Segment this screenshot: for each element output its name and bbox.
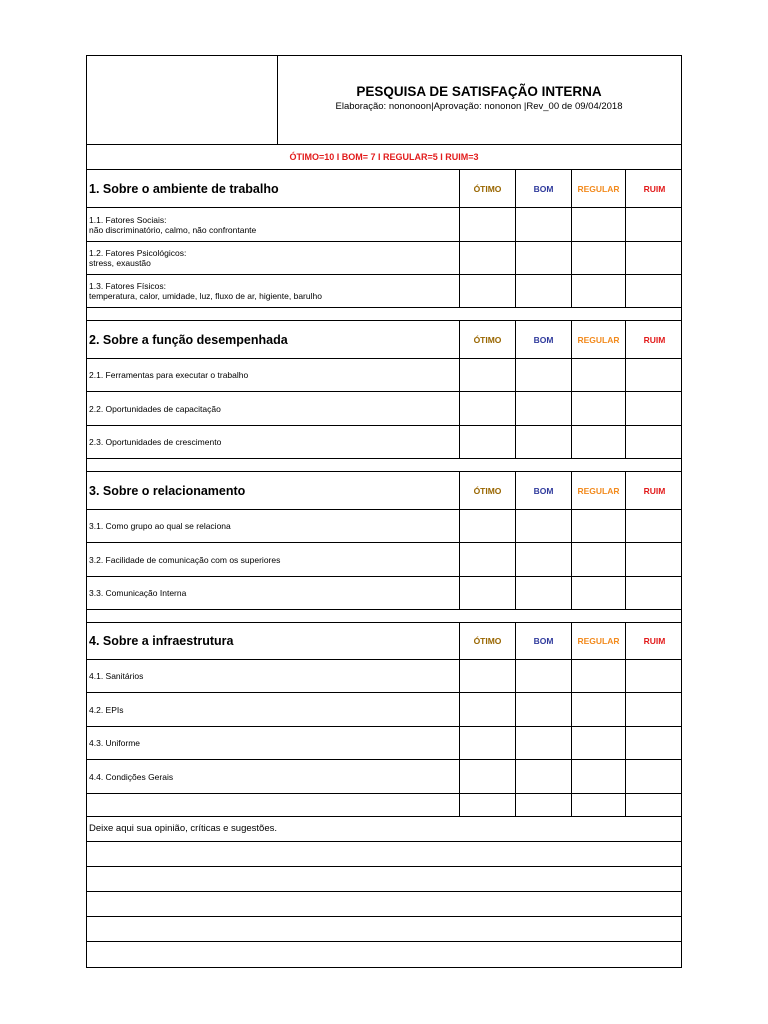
answer-regular[interactable] <box>572 275 626 307</box>
section-title: 4. Sobre a infraestrutura <box>89 634 234 648</box>
answer-regular[interactable] <box>572 727 626 759</box>
comment-line[interactable] <box>87 917 681 942</box>
comments-label-row <box>87 817 681 842</box>
answer-regular[interactable] <box>572 577 626 609</box>
question-label: 4.2. EPIs <box>89 704 124 715</box>
scale-row <box>87 145 681 170</box>
comment-line[interactable] <box>87 942 681 968</box>
answer-ruim[interactable] <box>626 426 683 458</box>
question-row <box>87 208 681 242</box>
answer-bom[interactable] <box>516 577 572 609</box>
section-title: 3. Sobre o relacionamento <box>89 483 246 498</box>
answer-ruim[interactable] <box>626 727 683 759</box>
section-title: 1. Sobre o ambiente de trabalho <box>89 181 279 196</box>
question-label: 1.2. Fatores Psicológicos: <box>89 248 187 258</box>
answer-regular[interactable] <box>572 208 626 241</box>
answer-otimo[interactable] <box>460 275 516 307</box>
question-row <box>87 392 681 426</box>
otimo-label: ÓTIMO <box>473 334 502 345</box>
section-header <box>87 321 681 359</box>
answer-otimo[interactable] <box>460 693 516 726</box>
answer-otimo[interactable] <box>460 392 516 425</box>
answer-regular[interactable] <box>572 693 626 726</box>
rating-scale: ÓTIMO=10 I BOM= 7 I REGULAR=5 I RUIM=3 <box>289 152 479 162</box>
bom-label: BOM <box>533 183 554 194</box>
answer-regular[interactable] <box>572 510 626 542</box>
survey-form <box>86 55 682 968</box>
ruim-label: RUIM <box>643 636 666 646</box>
answer-bom[interactable] <box>516 275 572 307</box>
answer-otimo[interactable] <box>460 426 516 458</box>
bom-label: BOM <box>533 485 554 496</box>
comment-line[interactable] <box>87 842 681 867</box>
answer-bom[interactable] <box>516 392 572 425</box>
page-subtitle: Elaboração: nononoon|Aprovação: nononon |Rev_00 de 09/04/2018 <box>335 101 623 112</box>
spacer-row <box>87 610 681 623</box>
section-header <box>87 170 681 208</box>
answer-ruim[interactable] <box>626 693 683 726</box>
question-row <box>87 426 681 459</box>
answer-bom[interactable] <box>516 543 572 576</box>
answer-otimo[interactable] <box>460 760 516 793</box>
header-row <box>87 56 681 145</box>
question-label: 2.2. Oportunidades de capacitação <box>89 403 221 414</box>
answer-bom[interactable] <box>516 242 572 274</box>
answer-ruim[interactable] <box>626 208 683 241</box>
spacer-row <box>87 308 681 321</box>
question-label: 3.3. Comunicação Interna <box>89 588 187 598</box>
answer-otimo[interactable] <box>460 543 516 576</box>
answer-bom[interactable] <box>516 359 572 391</box>
ruim-label: RUIM <box>643 334 666 345</box>
question-label: 4.3. Uniforme <box>89 738 141 748</box>
answer-regular[interactable] <box>572 359 626 391</box>
bom-label: BOM <box>533 636 554 646</box>
answer-regular[interactable] <box>572 242 626 274</box>
section-header <box>87 472 681 510</box>
logo-area <box>87 56 278 144</box>
regular-label: REGULAR <box>577 636 620 646</box>
bom-label: BOM <box>533 334 554 345</box>
answer-ruim[interactable] <box>626 275 683 307</box>
question-label: 2.1. Ferramentas para executar o trabalho <box>89 370 249 380</box>
answer-ruim[interactable] <box>626 392 683 425</box>
answer-ruim[interactable] <box>626 359 683 391</box>
answer-bom[interactable] <box>516 426 572 458</box>
regular-label: REGULAR <box>577 183 620 194</box>
ruim-label: RUIM <box>643 485 666 496</box>
question-detail: temperatura, calor, umidade, luz, fluxo de ar, higiente, barulho <box>89 291 322 301</box>
section-title: 2. Sobre a função desempenhada <box>89 332 288 347</box>
answer-otimo[interactable] <box>460 359 516 391</box>
question-row <box>87 543 681 577</box>
answer-otimo[interactable] <box>460 208 516 241</box>
question-row <box>87 510 681 543</box>
answer-otimo[interactable] <box>460 577 516 609</box>
answer-bom[interactable] <box>516 510 572 542</box>
answer-bom[interactable] <box>516 208 572 241</box>
answer-regular[interactable] <box>572 426 626 458</box>
question-detail: stress, exaustão <box>89 258 151 268</box>
answer-ruim[interactable] <box>626 577 683 609</box>
regular-label: REGULAR <box>577 334 620 345</box>
question-row <box>87 727 681 760</box>
question-label: 2.3. Oportunidades de crescimento <box>89 437 222 447</box>
question-label: 1.3. Fatores Físicos: <box>89 281 166 291</box>
answer-regular[interactable] <box>572 760 626 793</box>
question-row <box>87 275 681 308</box>
answer-ruim[interactable] <box>626 543 683 576</box>
answer-ruim[interactable] <box>626 510 683 542</box>
page-title: PESQUISA DE SATISFAÇÃO INTERNA <box>356 84 602 99</box>
answer-regular[interactable] <box>572 660 626 692</box>
question-row <box>87 359 681 392</box>
regular-label: REGULAR <box>577 485 620 496</box>
answer-bom[interactable] <box>516 693 572 726</box>
answer-regular[interactable] <box>572 392 626 425</box>
otimo-label: ÓTIMO <box>473 636 502 646</box>
question-label: 4.1. Sanitários <box>89 671 144 681</box>
otimo-label: ÓTIMO <box>473 183 502 194</box>
answer-bom[interactable] <box>516 727 572 759</box>
question-detail: não discriminatório, calmo, não confrontante <box>89 224 257 235</box>
spacer-row <box>87 459 681 472</box>
answer-bom[interactable] <box>516 660 572 692</box>
section-header <box>87 623 681 660</box>
answer-otimo[interactable] <box>460 660 516 692</box>
question-row <box>87 760 681 794</box>
header-text <box>277 56 681 144</box>
comment-line[interactable] <box>87 892 681 917</box>
otimo-label: ÓTIMO <box>473 485 502 496</box>
question-label: 3.1. Como grupo ao qual se relaciona <box>89 521 231 531</box>
answer-ruim[interactable] <box>626 242 683 274</box>
question-row <box>87 660 681 693</box>
answer-otimo[interactable] <box>460 510 516 542</box>
answer-otimo[interactable] <box>460 727 516 759</box>
question-row <box>87 693 681 727</box>
answer-otimo[interactable] <box>460 242 516 274</box>
answer-ruim[interactable] <box>626 660 683 692</box>
ruim-label: RUIM <box>643 183 666 194</box>
question-label: 3.2. Facilidade de comunicação com os superiores <box>89 554 281 565</box>
question-label: 4.4. Condições Gerais <box>89 771 174 782</box>
comments-label: Deixe aqui sua opinião, críticas e sugestões. <box>89 823 277 834</box>
answer-ruim[interactable] <box>626 760 683 793</box>
question-row <box>87 242 681 275</box>
answer-bom[interactable] <box>516 760 572 793</box>
question-row <box>87 577 681 610</box>
section-title-cell <box>87 170 460 207</box>
question-label: 1.1. Fatores Sociais: <box>89 214 167 225</box>
comment-line[interactable] <box>87 867 681 892</box>
empty-row <box>87 794 681 817</box>
answer-regular[interactable] <box>572 543 626 576</box>
